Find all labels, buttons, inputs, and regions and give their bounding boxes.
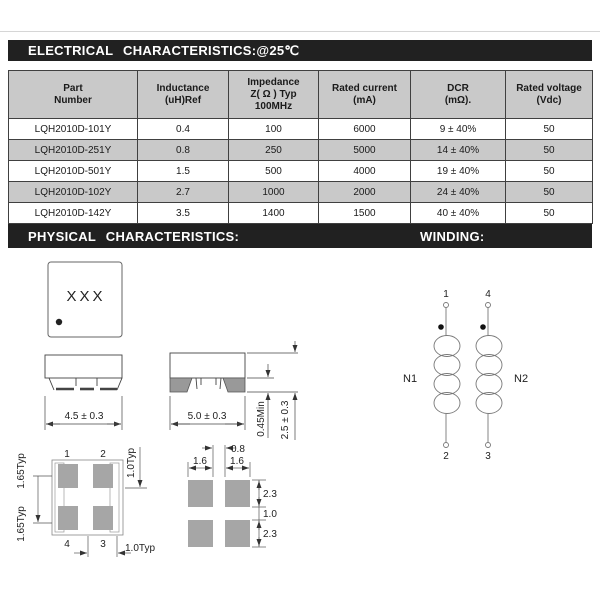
pin1-index-dot bbox=[56, 319, 62, 325]
dim-pitch-left-top: 1.65Typ bbox=[16, 453, 27, 489]
pad-4 bbox=[58, 506, 78, 530]
coil-label-n1: N1 bbox=[403, 373, 418, 385]
page-top-rule bbox=[0, 31, 600, 32]
terminal-circle bbox=[444, 303, 449, 308]
land-pad bbox=[225, 520, 250, 547]
electrical-header-title: ELECTRICAL CHARACTERISTICS:@25℃ bbox=[28, 42, 300, 58]
land-pad bbox=[188, 520, 213, 547]
coil-loop bbox=[434, 374, 460, 395]
pin-label-4: 4 bbox=[64, 539, 70, 550]
dim-pad-height-bottom: 2.3 bbox=[263, 529, 277, 540]
pad-2 bbox=[93, 464, 113, 488]
table-row: LQH2010D-501Y 1.5 500 4000 19 ± 40% 50 bbox=[9, 161, 593, 182]
coil-label-n2: N2 bbox=[514, 373, 529, 385]
terminal-circle bbox=[486, 443, 491, 448]
coil-loop bbox=[434, 336, 460, 357]
dim-pad-gap-top: 0.8 bbox=[231, 444, 245, 455]
table-header-row bbox=[9, 71, 593, 119]
coil-loop bbox=[434, 393, 460, 414]
polarity-dot bbox=[438, 324, 444, 330]
coil-loop bbox=[476, 355, 502, 376]
terminal-circle bbox=[486, 303, 491, 308]
dim-gap-vertical: 1.0Typ bbox=[126, 447, 137, 479]
coil-loop bbox=[476, 393, 502, 414]
terminal-edge bbox=[49, 378, 54, 390]
winding-header-title: WINDING: bbox=[420, 228, 485, 244]
land-pad bbox=[188, 480, 213, 507]
bottom-view-drawing bbox=[16, 447, 155, 557]
dim-pad-gap-vertical: 1.0 bbox=[263, 509, 277, 520]
dim-gap-horizontal: 1.0Typ bbox=[125, 543, 156, 554]
physical-characteristics-header bbox=[8, 224, 592, 248]
body-outline bbox=[170, 353, 245, 378]
dim-body-height-label: 2.5 ± 0.3 bbox=[280, 400, 291, 440]
pad-1 bbox=[58, 464, 78, 488]
side-view-front-drawing bbox=[45, 355, 122, 430]
winding-pin-3: 3 bbox=[485, 451, 491, 462]
coil-loop bbox=[476, 374, 502, 395]
coil-loop bbox=[434, 355, 460, 376]
col-impedance: Impedance Z( Ω ) Typ 100MHz bbox=[229, 71, 319, 119]
pad-3 bbox=[93, 506, 113, 530]
col-inductance: Inductance (uH)Ref bbox=[138, 71, 229, 119]
col-rated-voltage: Rated voltage (Vdc) bbox=[506, 71, 593, 119]
col-part-number: Part Number bbox=[9, 71, 138, 119]
pin-label-1: 1 bbox=[64, 449, 70, 460]
dim-width-label: 5.0 ± 0.3 bbox=[187, 411, 227, 422]
table-row: LQH2010D-251Y 0.8 250 5000 14 ± 40% 50 bbox=[9, 140, 593, 161]
coil-loop bbox=[476, 336, 502, 357]
electrical-characteristics-header bbox=[8, 40, 592, 61]
land-pad bbox=[225, 480, 250, 507]
part-number-cell: LQH2010D-101Y bbox=[9, 119, 138, 140]
physical-header-title: PHYSICAL CHARACTERISTICS: bbox=[28, 228, 240, 244]
body-outline bbox=[45, 355, 122, 378]
part-number-cell: LQH2010D-102Y bbox=[9, 182, 138, 203]
part-number-cell: LQH2010D-501Y bbox=[9, 161, 138, 182]
terminal-edge bbox=[117, 378, 122, 390]
polarity-dot bbox=[480, 324, 486, 330]
table-row: LQH2010D-102Y 2.7 1000 2000 24 ± 40% 50 bbox=[9, 182, 593, 203]
winding-diagram bbox=[403, 289, 528, 462]
winding-pin-1: 1 bbox=[443, 289, 449, 300]
land-pattern-drawing bbox=[188, 444, 277, 547]
dim-terminal-height-label: 0.45Min bbox=[256, 401, 267, 437]
physical-drawings bbox=[0, 250, 600, 600]
dim-pad-height-top: 2.3 bbox=[263, 489, 277, 500]
table-row: LQH2010D-101Y 0.4 100 6000 9 ± 40% 50 bbox=[9, 119, 593, 140]
part-marking-text: XXX bbox=[66, 288, 106, 305]
side-view-side-drawing bbox=[170, 341, 298, 440]
winding-pin-2: 2 bbox=[443, 451, 449, 462]
part-number-cell: LQH2010D-142Y bbox=[9, 203, 138, 224]
table-row: LQH2010D-142Y 3.5 1400 1500 40 ± 40% 50 bbox=[9, 203, 593, 224]
pin-label-2: 2 bbox=[100, 449, 106, 460]
dim-pitch-left-bottom: 1.65Typ bbox=[16, 506, 27, 542]
terminal-right bbox=[223, 378, 245, 392]
terminal-circle bbox=[444, 443, 449, 448]
col-rated-current: Rated current (mA) bbox=[319, 71, 411, 119]
dim-pad-width-left: 1.6 bbox=[193, 456, 207, 467]
top-view-drawing bbox=[48, 262, 122, 337]
col-dcr: DCR (mΩ). bbox=[411, 71, 506, 119]
pin-label-3: 3 bbox=[100, 539, 106, 550]
terminal-left bbox=[170, 378, 192, 392]
winding-pin-4: 4 bbox=[485, 289, 491, 300]
part-number-cell: LQH2010D-251Y bbox=[9, 140, 138, 161]
dim-pad-width-right: 1.6 bbox=[230, 456, 244, 467]
dim-width-label: 4.5 ± 0.3 bbox=[64, 411, 104, 422]
electrical-characteristics-table bbox=[8, 70, 592, 224]
